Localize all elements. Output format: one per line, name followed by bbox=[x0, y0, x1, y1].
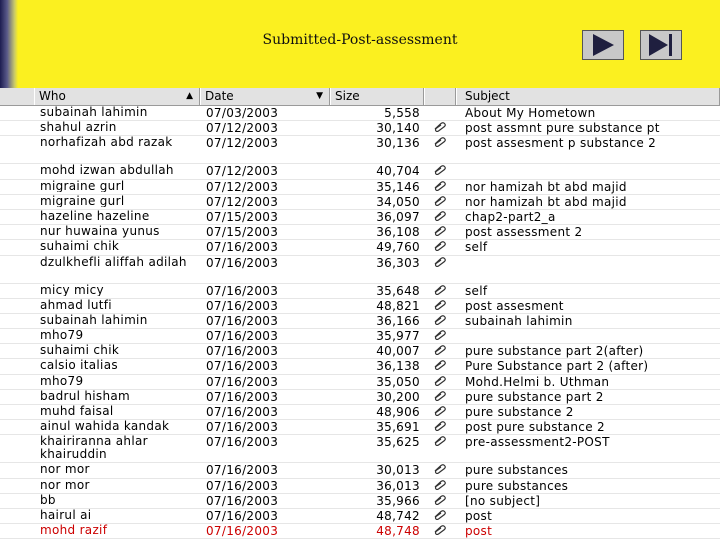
paperclip-icon bbox=[430, 524, 450, 538]
paperclip-icon bbox=[430, 390, 450, 404]
table-row[interactable] bbox=[0, 164, 720, 179]
column-header-who[interactable] bbox=[34, 88, 200, 105]
row-subject: pure substances bbox=[465, 463, 569, 478]
row-subject: nor hamizah bt abd majid bbox=[465, 194, 627, 209]
row-size: 48,821 bbox=[376, 298, 420, 313]
row-sender: migraine gurl bbox=[40, 194, 125, 208]
paperclip-icon bbox=[430, 420, 450, 434]
row-subject: pure substance part 2(after) bbox=[465, 344, 644, 359]
row-size: 30,013 bbox=[376, 463, 420, 478]
row-subject: subainah lahimin bbox=[465, 313, 573, 328]
row-subject: pure substance 2 bbox=[465, 405, 574, 419]
row-size: 49,760 bbox=[376, 240, 420, 255]
table-row[interactable] bbox=[0, 405, 720, 420]
row-sender: hairul ai bbox=[40, 508, 92, 522]
table-row[interactable] bbox=[0, 240, 720, 255]
row-size: 35,050 bbox=[376, 374, 420, 389]
row-sender: ahmad lutfi bbox=[40, 298, 112, 312]
row-size: 36,097 bbox=[376, 209, 420, 224]
row-subject: post assmnt pure substance pt bbox=[465, 121, 660, 136]
row-date: 07/12/2003 bbox=[206, 136, 279, 151]
row-subject: nor hamizah bt abd majid bbox=[465, 179, 627, 194]
column-header-bar bbox=[0, 88, 720, 106]
row-date: 07/16/2003 bbox=[206, 359, 279, 374]
row-date: 07/16/2003 bbox=[206, 524, 279, 539]
row-date: 07/12/2003 bbox=[206, 121, 279, 136]
row-subject: About My Hometown bbox=[465, 106, 596, 120]
paperclip-icon bbox=[430, 121, 450, 135]
row-size: 35,625 bbox=[376, 435, 420, 450]
row-date: 07/16/2003 bbox=[206, 478, 279, 493]
row-subject: [no subject] bbox=[465, 493, 541, 508]
table-row[interactable] bbox=[0, 299, 720, 314]
paperclip-icon bbox=[430, 210, 450, 224]
column-header-subject-label: Subject bbox=[465, 89, 510, 103]
table-row[interactable] bbox=[0, 494, 720, 509]
row-date: 07/16/2003 bbox=[206, 389, 279, 404]
row-subject: Pure Substance part 2 (after) bbox=[465, 359, 649, 374]
table-row[interactable] bbox=[0, 375, 720, 390]
paperclip-icon bbox=[430, 164, 450, 178]
row-sender: shahul azrin bbox=[40, 121, 117, 134]
table-row[interactable] bbox=[0, 121, 720, 136]
row-date: 07/16/2003 bbox=[206, 313, 279, 328]
table-row[interactable] bbox=[0, 225, 720, 240]
row-date: 07/12/2003 bbox=[206, 194, 279, 209]
row-sender: norhafizah abd razak bbox=[40, 136, 173, 149]
paperclip-icon bbox=[430, 479, 450, 493]
paperclip-icon bbox=[430, 299, 450, 313]
row-sender: subainah lahimin bbox=[40, 106, 148, 119]
paperclip-icon bbox=[430, 136, 450, 150]
row-size: 35,146 bbox=[376, 179, 420, 194]
dropdown-arrow-icon: ▼ bbox=[316, 91, 323, 101]
row-size: 48,742 bbox=[376, 508, 420, 523]
paperclip-icon bbox=[430, 509, 450, 523]
table-row[interactable] bbox=[0, 524, 720, 539]
row-size: 30,200 bbox=[376, 389, 420, 404]
paperclip-icon bbox=[430, 180, 450, 194]
row-date: 07/03/2003 bbox=[206, 106, 279, 120]
row-sender: mohd razif bbox=[40, 524, 108, 537]
row-date: 07/12/2003 bbox=[206, 179, 279, 194]
paperclip-icon bbox=[430, 405, 450, 419]
row-date: 07/16/2003 bbox=[206, 374, 279, 389]
row-date: 07/16/2003 bbox=[206, 329, 279, 344]
table-row[interactable] bbox=[0, 329, 720, 344]
row-date: 07/16/2003 bbox=[206, 283, 279, 298]
row-size: 35,977 bbox=[376, 329, 420, 344]
table-row[interactable] bbox=[0, 479, 720, 494]
row-size: 36,013 bbox=[376, 478, 420, 493]
row-size: 36,138 bbox=[376, 359, 420, 374]
table-row[interactable] bbox=[0, 195, 720, 210]
column-header-attachment[interactable] bbox=[424, 88, 456, 105]
column-header-date[interactable] bbox=[200, 88, 330, 105]
row-sender: mho79 bbox=[40, 329, 84, 342]
row-subject: post assessment 2 bbox=[465, 225, 583, 240]
row-sender: suhaimi chik bbox=[40, 344, 120, 357]
paperclip-icon bbox=[430, 435, 450, 449]
table-row[interactable] bbox=[0, 106, 720, 121]
row-size: 34,050 bbox=[376, 194, 420, 209]
row-sender: khairiranna ahlar khairuddin bbox=[40, 435, 148, 461]
table-row[interactable] bbox=[0, 284, 720, 299]
row-size: 40,704 bbox=[376, 164, 420, 179]
row-date: 07/16/2003 bbox=[206, 405, 279, 419]
slide-title: Submitted-Post-assessment bbox=[262, 32, 458, 48]
row-date: 07/16/2003 bbox=[206, 344, 279, 359]
row-subject: post bbox=[465, 524, 493, 539]
row-date: 07/16/2003 bbox=[206, 240, 279, 255]
row-subject: self bbox=[465, 283, 488, 298]
row-sender: nor mor bbox=[40, 463, 90, 476]
paperclip-icon bbox=[430, 329, 450, 343]
table-row[interactable] bbox=[0, 344, 720, 359]
row-size: 30,140 bbox=[376, 121, 420, 136]
paperclip-icon bbox=[430, 375, 450, 389]
play-forward-button[interactable] bbox=[582, 30, 624, 60]
paperclip-icon bbox=[430, 359, 450, 373]
row-date: 07/15/2003 bbox=[206, 209, 279, 224]
row-size: 36,166 bbox=[376, 313, 420, 328]
row-date: 07/12/2003 bbox=[206, 164, 279, 179]
row-size: 35,966 bbox=[376, 493, 420, 508]
column-header-size-label: Size bbox=[335, 89, 360, 103]
paperclip-icon bbox=[430, 494, 450, 508]
table-row[interactable] bbox=[0, 136, 720, 164]
paperclip-icon bbox=[430, 225, 450, 239]
row-size: 40,007 bbox=[376, 344, 420, 359]
row-size: 48,748 bbox=[376, 524, 420, 539]
row-size: 5,558 bbox=[384, 106, 420, 120]
table-row[interactable] bbox=[0, 435, 720, 463]
row-sender: dzulkhefli aliffah adilah bbox=[40, 255, 187, 268]
paperclip-icon bbox=[430, 344, 450, 358]
paperclip-icon bbox=[430, 256, 450, 270]
row-size: 35,691 bbox=[376, 420, 420, 435]
row-sender: bb bbox=[40, 493, 56, 507]
paperclip-icon bbox=[430, 195, 450, 209]
row-subject: post assesment p substance 2 bbox=[465, 136, 657, 151]
row-sender: hazeline hazeline bbox=[40, 209, 150, 223]
column-header-who-label: Who bbox=[39, 89, 66, 103]
row-sender: nor mor bbox=[40, 478, 90, 492]
row-subject: chap2-part2_a bbox=[465, 209, 556, 224]
row-subject: post pure substance 2 bbox=[465, 420, 605, 435]
row-sender: ainul wahida kandak bbox=[40, 420, 170, 433]
row-sender: badrul hisham bbox=[40, 389, 131, 403]
row-size: 48,906 bbox=[376, 405, 420, 419]
table-row[interactable] bbox=[0, 314, 720, 329]
skip-end-icon bbox=[645, 33, 677, 57]
column-header-size[interactable] bbox=[330, 88, 424, 105]
row-sender: migraine gurl bbox=[40, 179, 125, 193]
table-row[interactable] bbox=[0, 180, 720, 195]
table-row[interactable] bbox=[0, 390, 720, 405]
row-subject: Mohd.Helmi b. Uthman bbox=[465, 374, 610, 389]
table-row[interactable] bbox=[0, 463, 720, 478]
row-sender: subainah lahimin bbox=[40, 313, 148, 327]
row-subject: post assesment bbox=[465, 298, 564, 313]
column-header-subject[interactable] bbox=[456, 88, 720, 105]
column-header-date-label: Date bbox=[205, 89, 234, 103]
row-sender: micy micy bbox=[40, 283, 104, 296]
table-row[interactable] bbox=[0, 509, 720, 524]
play-icon bbox=[590, 33, 616, 57]
row-date: 07/16/2003 bbox=[206, 463, 279, 478]
row-date: 07/16/2003 bbox=[206, 508, 279, 523]
row-sender: suhaimi chik bbox=[40, 240, 120, 253]
row-subject: pre-assessment2-POST bbox=[465, 435, 610, 450]
skip-to-end-button[interactable] bbox=[640, 30, 682, 60]
row-date: 07/16/2003 bbox=[206, 420, 279, 435]
row-date: 07/16/2003 bbox=[206, 298, 279, 313]
row-sender: nur huwaina yunus bbox=[40, 225, 160, 238]
row-date: 07/16/2003 bbox=[206, 435, 279, 450]
row-size: 30,136 bbox=[376, 136, 420, 151]
row-sender: mohd izwan abdullah bbox=[40, 164, 174, 177]
row-subject: pure substance part 2 bbox=[465, 389, 604, 404]
table-row[interactable] bbox=[0, 420, 720, 435]
row-size: 36,108 bbox=[376, 225, 420, 240]
table-row[interactable] bbox=[0, 256, 720, 284]
table-row[interactable] bbox=[0, 210, 720, 225]
row-size: 35,648 bbox=[376, 283, 420, 298]
row-date: 07/16/2003 bbox=[206, 255, 279, 270]
table-row[interactable] bbox=[0, 359, 720, 374]
row-date: 07/15/2003 bbox=[206, 225, 279, 240]
row-sender: calsio italias bbox=[40, 359, 118, 372]
row-subject: post bbox=[465, 508, 493, 523]
sort-ascending-icon: ▲ bbox=[186, 91, 193, 101]
paperclip-icon bbox=[430, 240, 450, 254]
paperclip-icon bbox=[430, 463, 450, 477]
row-subject: self bbox=[465, 240, 488, 255]
message-list bbox=[0, 88, 720, 540]
row-sender: mho79 bbox=[40, 374, 84, 388]
paperclip-icon bbox=[430, 284, 450, 298]
row-date: 07/16/2003 bbox=[206, 493, 279, 508]
message-rows bbox=[0, 106, 720, 539]
row-size: 36,303 bbox=[376, 255, 420, 270]
row-sender: muhd faisal bbox=[40, 405, 114, 418]
paperclip-icon bbox=[430, 314, 450, 328]
row-subject: pure substances bbox=[465, 478, 569, 493]
